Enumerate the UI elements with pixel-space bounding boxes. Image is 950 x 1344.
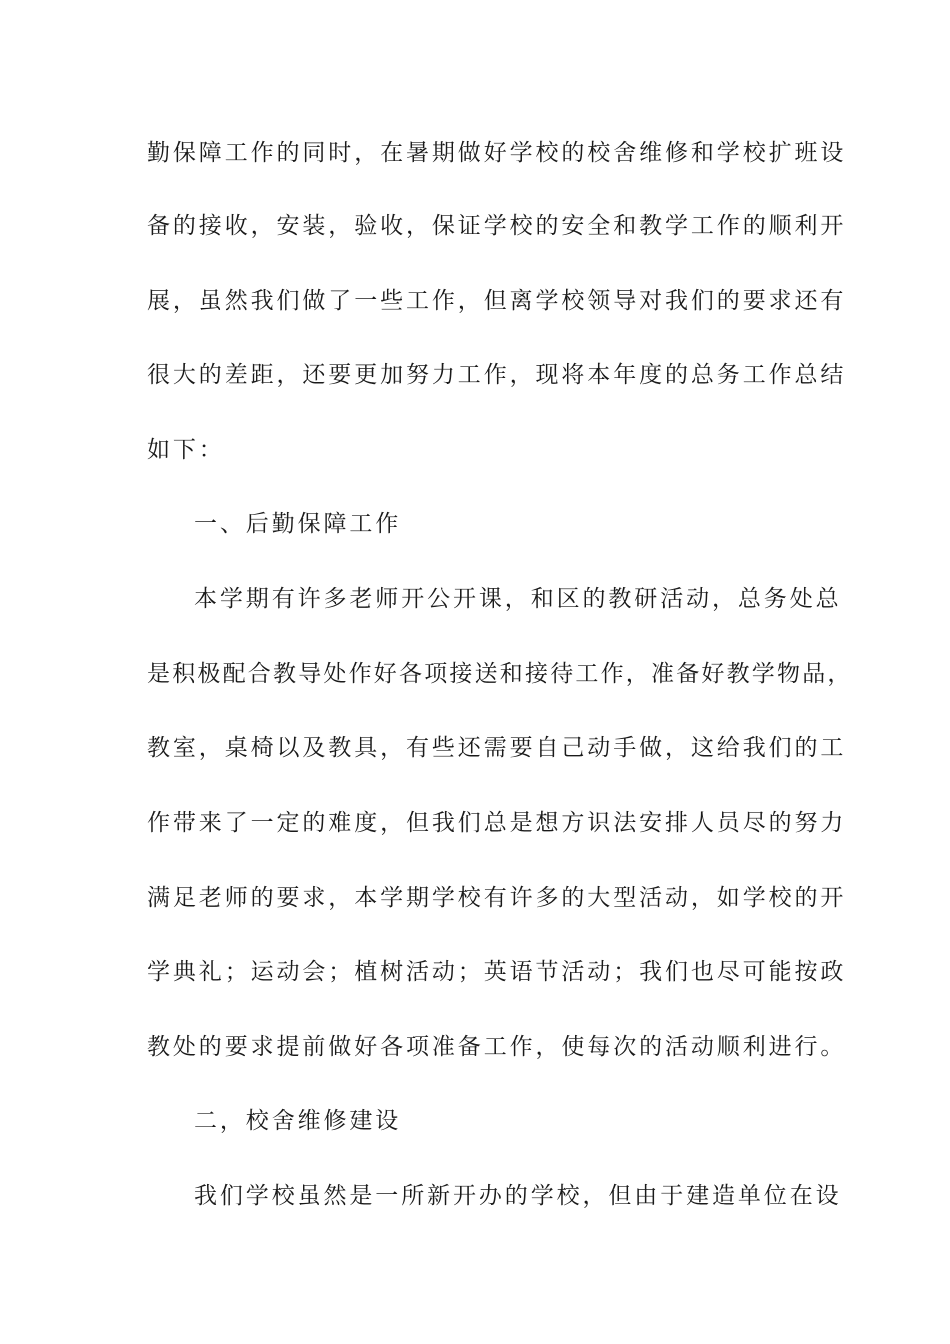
paragraph-line: 作带来了一定的难度，但我们总是想方识法安排人员尽的努力 xyxy=(147,810,847,836)
paragraph-line: 我们学校虽然是一所新开办的学校，但由于建造单位在设 xyxy=(194,1183,842,1209)
paragraph-line: 如下： xyxy=(147,437,225,463)
paragraph-line: 教处的要求提前做好各项准备工作，使每次的活动顺利进行。 xyxy=(147,1034,847,1060)
section-heading-logistics: 一、后勤保障工作 xyxy=(194,511,402,537)
paragraph-line: 满足老师的要求，本学期学校有许多的大型活动，如学校的开 xyxy=(147,885,847,911)
paragraph-line: 很大的差距，还要更加努力工作，现将本年度的总务工作总结 xyxy=(147,362,847,388)
paragraph-line: 勤保障工作的同时，在暑期做好学校的校舍维修和学校扩班设 xyxy=(147,140,847,166)
paragraph-line: 教室，桌椅以及教具，有些还需要自己动手做，这给我们的工 xyxy=(147,735,847,761)
paragraph-line: 本学期有许多老师开公开课，和区的教研活动，总务处总 xyxy=(194,586,842,612)
section-heading-maintenance: 二，校舍维修建设 xyxy=(194,1108,402,1134)
paragraph-line: 备的接收，安装，验收，保证学校的安全和教学工作的顺利开 xyxy=(147,213,847,239)
paragraph-line: 展，虽然我们做了一些工作，但离学校领导对我们的要求还有 xyxy=(147,288,847,314)
paragraph-line: 是积极配合教导处作好各项接送和接待工作，准备好教学物品， xyxy=(147,661,853,687)
paragraph-line: 学典礼；运动会；植树活动；英语节活动；我们也尽可能按政 xyxy=(147,959,847,985)
